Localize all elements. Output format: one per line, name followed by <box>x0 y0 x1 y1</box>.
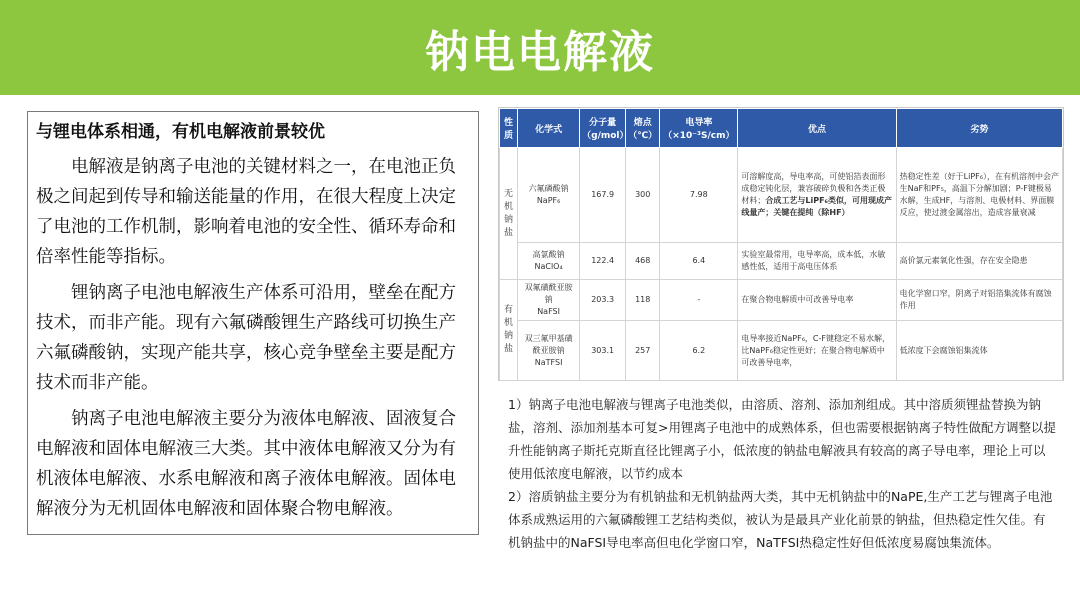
header-pros: 优点 <box>738 109 896 148</box>
table-row <box>500 243 1063 280</box>
header-nature: 性质 <box>500 109 518 148</box>
conductivity-cell: - <box>660 280 738 321</box>
note-paragraph: 2）溶质钠盐主要分为有机钠盐和无机钠盐两大类，其中无机钠盐中的NaPE,生产工艺与锂离子电池体系成熟运用的六氟磷酸锂工艺结构类似，被认为是最具产业化前景的钠盐，但热稳定性欠佳。有机钠盐中的NaFSI导电率高但电化学窗口窄，NaTFSI热稳定性好但低浓度易腐蚀集流体。 <box>508 489 1053 550</box>
formula-cell: 双三氟甲基磺酰亚胺钠 NaTFSI <box>518 321 580 381</box>
table-row <box>500 280 1063 321</box>
title-banner <box>0 0 1080 95</box>
summary-paragraph: 电解液是钠离子电池的关键材料之一，在电池正负极之间起到传导和输送能量的作用，在很大程度上决定了电池的工作机制，影响着电池的安全性、循环寿命和倍率性能等指标。 <box>36 157 456 267</box>
header-formula: 化学式 <box>518 109 580 148</box>
pros-cell: 在聚合物电解质中可改善导电率 <box>738 280 896 321</box>
header-molecular-weight: 分子量 （g/mol） <box>580 109 626 148</box>
header-conductivity: 电导率 （×10⁻³S/cm） <box>660 109 738 148</box>
header-cons: 劣势 <box>896 109 1062 148</box>
mw-cell: 167.9 <box>580 148 626 243</box>
cons-cell: 热稳定性差（好于LiPF₆），在有机溶剂中会产生NaF和PF₅，高温下分解加剧；P-F键极易水解，生成HF，与溶剂、电极材料、界面膜反应，使过渡金属溶出，造成容量衰减 <box>896 148 1062 243</box>
category-cell: 无机钠盐 <box>500 148 518 280</box>
cons-cell: 低浓度下会腐蚀铝集流体 <box>896 321 1062 381</box>
summary-panel <box>27 111 479 535</box>
page-title: 钠电电解液 <box>425 26 655 78</box>
formula-cell: 高氯酸钠 NaClO₄ <box>518 243 580 280</box>
header-melting-point: 熔点 （℃） <box>626 109 660 148</box>
panel-subtitle: 与锂电体系相通，有机电解液前景较优 <box>36 122 325 142</box>
sodium-salt-table <box>498 107 1064 381</box>
table-row <box>500 321 1063 381</box>
pros-cell: 实验室最常用，电导率高，成本低，水敏感性低，适用于高电压体系 <box>738 243 896 280</box>
mp-cell: 118 <box>626 280 660 321</box>
table-notes <box>508 393 1056 554</box>
cons-cell: 高价氯元素氧化性强，存在安全隐患 <box>896 243 1062 280</box>
summary-paragraph: 锂钠离子电池电解液生产体系可沿用，壁垒在配方技术，而非产能。现有六氟磷酸锂生产路线可切换生产六氟磷酸钠，实现产能共享，核心竞争壁垒主要是配方技术而非产能。 <box>36 283 456 393</box>
note-paragraph: 1）钠离子电池电解液与锂离子电池类似，由溶质、溶剂、添加剂组成。其中溶质须锂盐替换为钠盐，溶剂、添加剂基本可复>用锂离子电池中的成熟体系，但也需要根据钠离子特性做配方调整以提升性能钠离子斯托克斯直径比锂离子小，低浓度的钠盐电解液具有较高的离子导电率，理论上可以使用低浓度电解液，以节约成本 <box>508 397 1056 481</box>
summary-paragraph: 钠离子电池电解液主要分为液体电解液、固液复合电解液和固体电解液三大类。其中液体电解液又分为有机液体电解液、水系电解液和离子液体电解液。固体电解液分为无机固体电解液和固体聚合物电解液。 <box>36 409 456 519</box>
mp-cell: 300 <box>626 148 660 243</box>
mp-cell: 257 <box>626 321 660 381</box>
mw-cell: 303.1 <box>580 321 626 381</box>
conductivity-cell: 6.4 <box>660 243 738 280</box>
pros-text: 可溶解度高，导电率高，可使铝箔表面形成稳定钝化层，兼容破碎负极和各类正极材料； <box>741 172 886 205</box>
table-row <box>500 148 1063 243</box>
cons-cell: 电化学窗口窄，阴离子对铝箔集流体有腐蚀作用 <box>896 280 1062 321</box>
formula-cell: 六氟磷酸钠 NaPF₆ <box>518 148 580 243</box>
mw-cell: 203.3 <box>580 280 626 321</box>
formula-cell: 双氟磺酰亚胺钠 NaFSI <box>518 280 580 321</box>
category-cell: 有机钠盐 <box>500 280 518 381</box>
mp-cell: 468 <box>626 243 660 280</box>
pros-cell: 电导率接近NaPF₆，C-F键稳定不易水解，比NaPF₆稳定性更好；在聚合物电解质中可改善导电率， <box>738 321 896 381</box>
mw-cell: 122.4 <box>580 243 626 280</box>
pros-highlight: 合成工艺与LiPF₆类似，可用现成产线量产；关键在提纯（除HF） <box>741 196 893 217</box>
conductivity-cell: 7.98 <box>660 148 738 243</box>
conductivity-cell: 6.2 <box>660 321 738 381</box>
pros-cell <box>738 148 896 243</box>
table-header-row <box>500 109 1063 148</box>
